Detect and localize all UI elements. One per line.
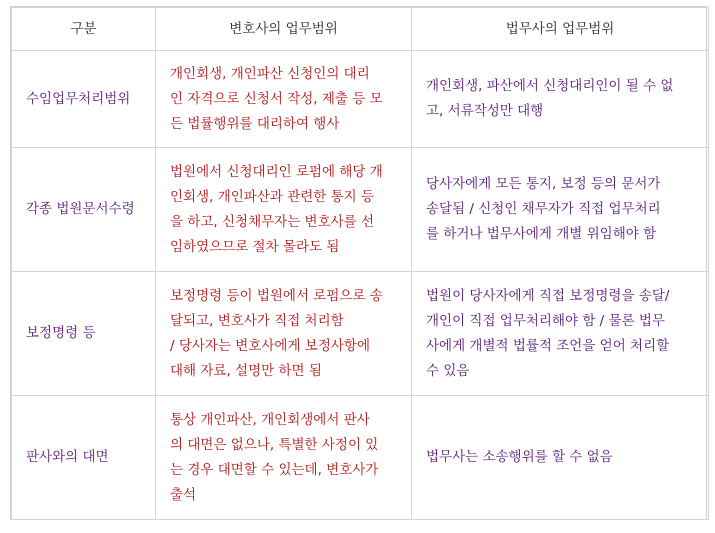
cell-line: 수 있음 bbox=[426, 362, 470, 379]
cell-line: 사에게 개별적 법률적 조언을 얻어 처리할 bbox=[426, 337, 670, 354]
cell-line: 대해 자료, 설명만 하면 됨 bbox=[170, 362, 322, 379]
comparison-table bbox=[11, 7, 709, 520]
comparison-table-frame bbox=[10, 6, 707, 520]
lawyer-scope-cell bbox=[156, 51, 412, 148]
cell-line: 인회생, 개인파산과 관련한 통지 등 bbox=[170, 188, 375, 205]
table-row bbox=[12, 148, 709, 272]
lawyer-scope-cell bbox=[156, 272, 412, 396]
cell-line: 개인이 직접 업무처리해야 함 / 물론 법무 bbox=[426, 312, 665, 329]
cell-line: / 당사자는 변호사에게 보정사항에 bbox=[170, 337, 370, 354]
cell-line: 임하였으므로 절차 몰라도 됨 bbox=[170, 238, 340, 255]
cell-line: 는 경우 대면할 수 있는데, 변호사가 bbox=[170, 461, 379, 478]
cell-line: 법원에서 신청대리인 로펌에 해당 개 bbox=[170, 163, 383, 180]
cell-line: 인 자격으로 신청서 작성, 제출 등 모 bbox=[170, 90, 383, 107]
cell-line: 출석 bbox=[170, 486, 197, 503]
cell-line: 당사자에게 모든 통지, 보정 등의 문서가 bbox=[426, 176, 661, 192]
scrivener-scope-cell bbox=[412, 148, 709, 272]
cell-line: 법무사는 소송행위를 할 수 없음 bbox=[426, 449, 613, 465]
table-row bbox=[12, 51, 709, 148]
scrivener-scope-cell bbox=[412, 272, 709, 396]
row-category: 판사와의 대면 bbox=[12, 396, 156, 520]
table-header-row bbox=[12, 8, 709, 51]
cell-line: 고, 서류작성만 대행 bbox=[426, 103, 544, 119]
cell-line: 통상 개인파산, 개인회생에서 판사 bbox=[170, 411, 370, 428]
cell-line: 의 대면은 없으나, 특별한 사정이 있 bbox=[170, 436, 379, 453]
header-lawyer-scope: 변호사의 업무범위 bbox=[156, 8, 412, 51]
cell-line: 송달됨 / 신청인 채무자가 직접 업무처리 bbox=[426, 201, 661, 217]
cell-line: 를 하거나 법무사에게 개별 위임해야 함 bbox=[426, 226, 657, 242]
row-category: 각종 법원문서수령 bbox=[12, 148, 156, 272]
lawyer-scope-cell bbox=[156, 148, 412, 272]
cell-line: 개인회생, 개인파산 신청인의 대리 bbox=[170, 65, 370, 82]
cell-line: 을 하고, 신청채무자는 변호사를 선 bbox=[170, 213, 375, 230]
cell-line: 보정명령 등이 법원에서 로펌으로 송 bbox=[170, 287, 383, 304]
lawyer-scope-cell bbox=[156, 396, 412, 520]
header-scrivener-scope: 법무사의 업무범위 bbox=[412, 8, 709, 51]
row-category: 보정명령 등 bbox=[12, 272, 156, 396]
cell-line: 든 법률행위를 대리하여 행사 bbox=[170, 115, 340, 132]
table-row bbox=[12, 396, 709, 520]
row-category: 수임업무처리범위 bbox=[12, 51, 156, 148]
table-row bbox=[12, 272, 709, 396]
cell-line: 달되고, 변호사가 직접 처리함 bbox=[170, 312, 344, 329]
scrivener-scope-cell bbox=[412, 396, 709, 520]
cell-line: 법원이 당사자에게 직접 보정명령을 송달/ bbox=[426, 287, 670, 304]
cell-line: 개인회생, 파산에서 신청대리인이 될 수 없 bbox=[426, 78, 674, 94]
scrivener-scope-cell bbox=[412, 51, 709, 148]
header-category: 구분 bbox=[12, 8, 156, 51]
